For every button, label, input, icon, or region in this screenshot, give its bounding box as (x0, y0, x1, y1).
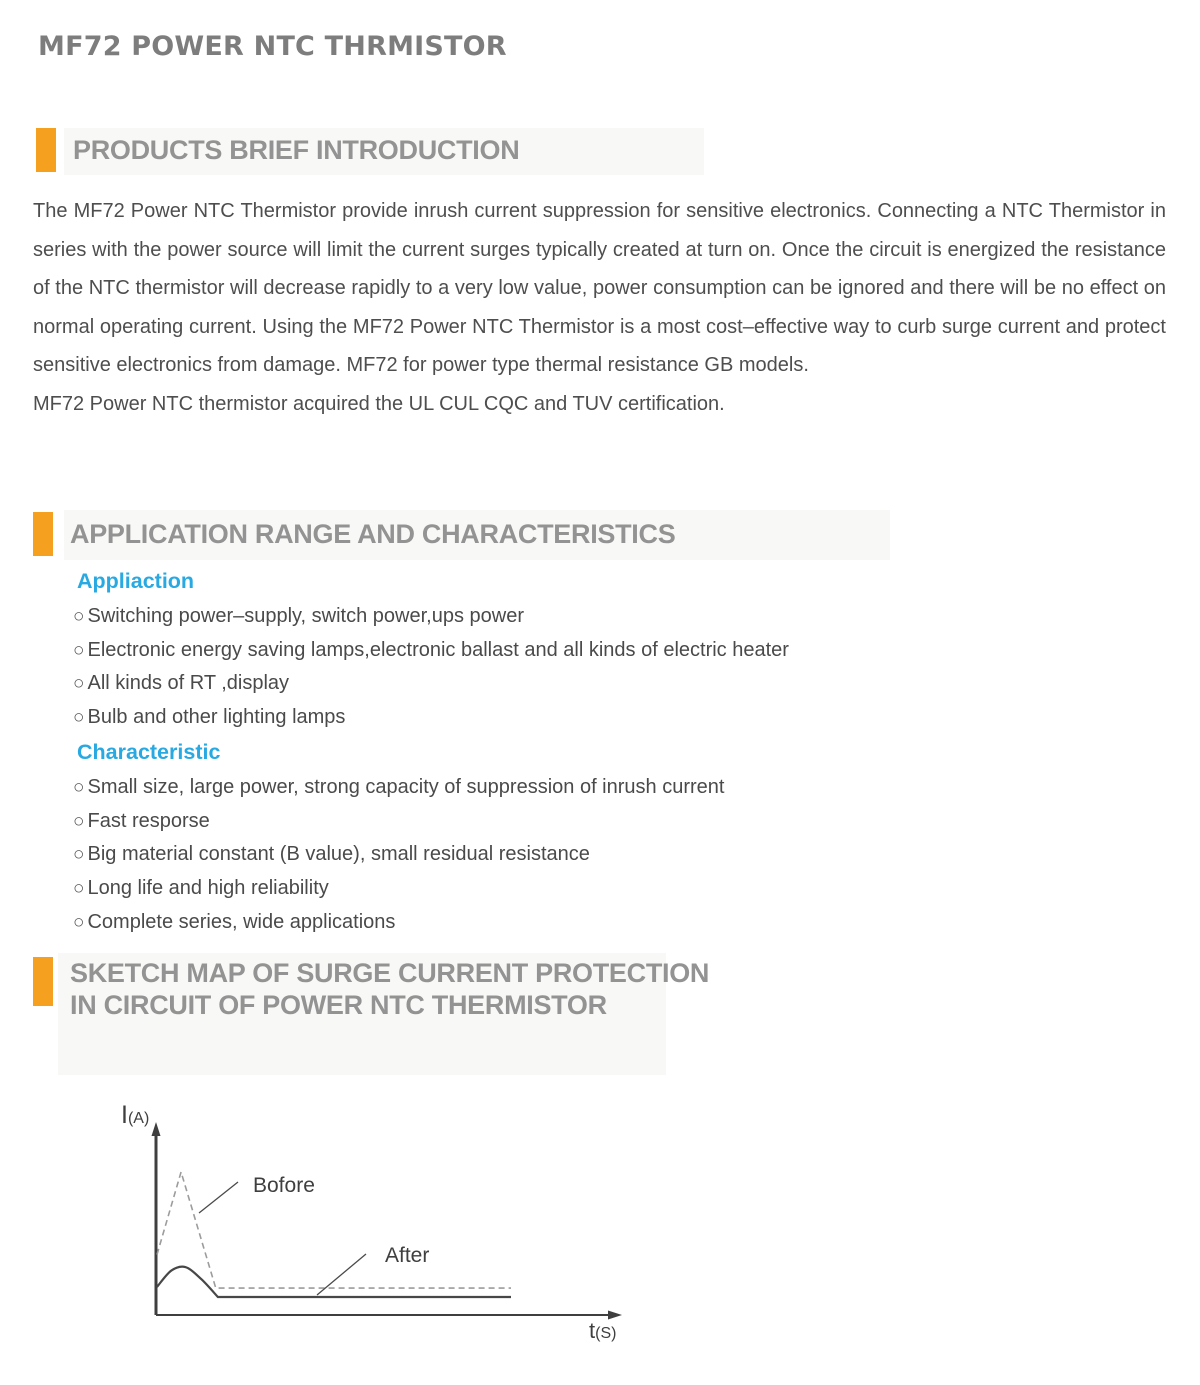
list-item (73, 906, 724, 940)
application-subheading: Appliaction (77, 569, 195, 593)
list-item (73, 838, 724, 872)
list-item (73, 701, 789, 735)
section-intro-heading (36, 128, 519, 172)
sketch-heading-line2: IN CIRCUIT OF POWER NTC THERMISTOR (70, 990, 607, 1020)
list-item-text: Small size, large power, strong capacity of suppression of inrush current (87, 776, 725, 798)
list-item (73, 667, 789, 701)
series-bofore-line (157, 1172, 511, 1288)
intro-paragraph: The MF72 Power NTC Thermistor provide inrush current suppression for sensitive electronics. Connecting a NTC Thermistor in series with the power source will limit the current surges typically created at turn on. Once the circuit is energized the resistance of the NTC thermistor will decrease rapidly to a very low value, power consumption can be ignored and there will be no effect on normal operating current. Using the MF72 Power NTC Thermistor is a most cost–effective way to curb surge current and protect sensitive electronics from damage. MF72 for power type thermal resistance GB models. (33, 200, 1166, 376)
sketch-heading-line1: SKETCH MAP OF SURGE CURRENT PROTECTION (70, 958, 710, 988)
x-axis-label: t(S) (589, 1318, 617, 1343)
orange-accent-bar (33, 512, 53, 556)
circle-bullet-icon: ○ (73, 707, 85, 729)
circle-bullet-icon: ○ (73, 777, 85, 798)
circle-bullet-icon: ○ (73, 844, 85, 866)
y-axis-arrow-icon (152, 1122, 161, 1136)
characteristic-subheading: Characteristic (77, 740, 221, 764)
bofore-pointer-line (199, 1182, 238, 1213)
certification-line: MF72 Power NTC thermistor acquired the UL CUL CQC and TUV certification. (33, 392, 725, 415)
after-label: After (385, 1244, 430, 1267)
orange-accent-bar (36, 128, 56, 172)
section-heading-text: APPLICATION RANGE AND CHARACTERISTICS (70, 519, 676, 549)
list-item (73, 805, 724, 839)
list-item-text: Big material constant (B value), small residual resistance (87, 843, 590, 866)
list-item-text: Fast resporse (87, 809, 210, 832)
list-item-text: Long life and high reliability (87, 877, 329, 900)
circle-bullet-icon: ○ (73, 878, 85, 900)
orange-accent-bar (33, 957, 53, 1006)
application-list (73, 600, 789, 735)
list-item-text: Complete series, wide applications (87, 910, 396, 933)
list-item-text: Electronic energy saving lamps,electronic ballast and all kinds of electric heater (87, 638, 789, 661)
intro-paragraph-block (33, 192, 1166, 423)
list-item-text: All kinds of RT ,display (87, 672, 290, 695)
list-item (73, 771, 724, 805)
y-axis-label: I(A) (121, 1101, 150, 1129)
section-heading-text: PRODUCTS BRIEF INTRODUCTION (73, 135, 520, 165)
circle-bullet-icon: ○ (73, 673, 85, 695)
bofore-label: Bofore (253, 1174, 315, 1197)
page-title: MF72 POWER NTC THRMISTOR (38, 31, 507, 62)
x-axis-arrow-icon (608, 1311, 622, 1320)
list-item-text: Switching power–supply, switch power,ups power (87, 605, 524, 627)
circle-bullet-icon: ○ (73, 810, 85, 832)
section-sketch-heading (33, 957, 709, 1021)
list-item (73, 634, 789, 668)
list-item-text: Bulb and other lighting lamps (87, 706, 346, 729)
characteristic-list (73, 771, 724, 940)
circle-bullet-icon: ○ (73, 606, 85, 627)
section-application-heading (33, 512, 675, 556)
list-item (73, 872, 724, 906)
surge-current-chart (0, 1090, 700, 1370)
list-item (73, 600, 789, 634)
circle-bullet-icon: ○ (73, 911, 85, 933)
circle-bullet-icon: ○ (73, 639, 85, 661)
section-heading-text (70, 957, 709, 1021)
series-after-line (157, 1267, 511, 1297)
